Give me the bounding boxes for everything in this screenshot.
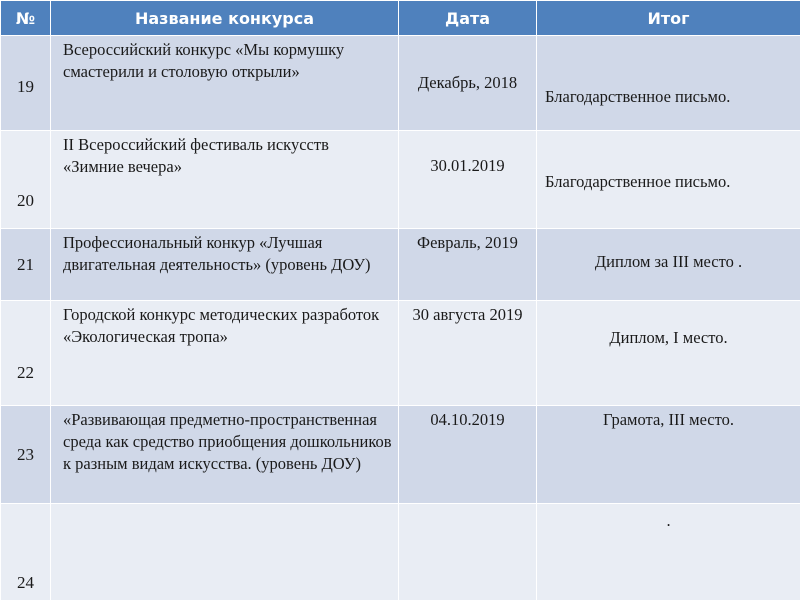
row-result: Благодарственное письмо. [537, 131, 800, 229]
row-name: II Всероссийский фестиваль искусств «Зимние вечера» [51, 131, 399, 229]
row-date: 04.10.2019 [399, 406, 537, 504]
row-num: 23 [1, 406, 51, 504]
row-name: Всероссийский конкурс «Мы кормушку смастерили и столовую открыли» [51, 36, 399, 131]
table-row [1, 301, 800, 406]
row-date [399, 504, 537, 600]
row-num: 20 [1, 131, 51, 229]
row-date: Декабрь, 2018 [399, 36, 537, 131]
header-date: Дата [399, 1, 537, 36]
row-num: 24 [1, 504, 51, 600]
header-result: Итог [537, 1, 800, 36]
row-num: 21 [1, 229, 51, 301]
row-result: Благодарственное письмо. [537, 36, 800, 131]
row-result: Грамота, III место. [537, 406, 800, 504]
row-date: 30 августа 2019 [399, 301, 537, 406]
row-name: «Развивающая предметно-пространственная среда как средство приобщения дошкольников к разным видам искусства. (уровень ДОУ) [51, 406, 399, 504]
row-result: Диплом за III место . [537, 229, 800, 301]
table-row [1, 229, 800, 301]
table-row [1, 36, 800, 131]
row-result: Диплом, I место. [537, 301, 800, 406]
row-name: Городской конкурс методических разработок «Экологическая тропа» [51, 301, 399, 406]
table-row [1, 406, 800, 504]
row-date: 30.01.2019 [399, 131, 537, 229]
row-num: 22 [1, 301, 51, 406]
row-date: Февраль, 2019 [399, 229, 537, 301]
row-result: . [537, 504, 800, 600]
header-num: № [1, 1, 51, 36]
row-name: Профессиональный конкур «Лучшая двигательная деятельность» (уровень ДОУ) [51, 229, 399, 301]
row-num: 19 [1, 36, 51, 131]
row-name [51, 504, 399, 600]
header-name: Название конкурса [51, 1, 399, 36]
table-header-row [1, 1, 800, 36]
table-row [1, 504, 800, 600]
table-row [1, 131, 800, 229]
